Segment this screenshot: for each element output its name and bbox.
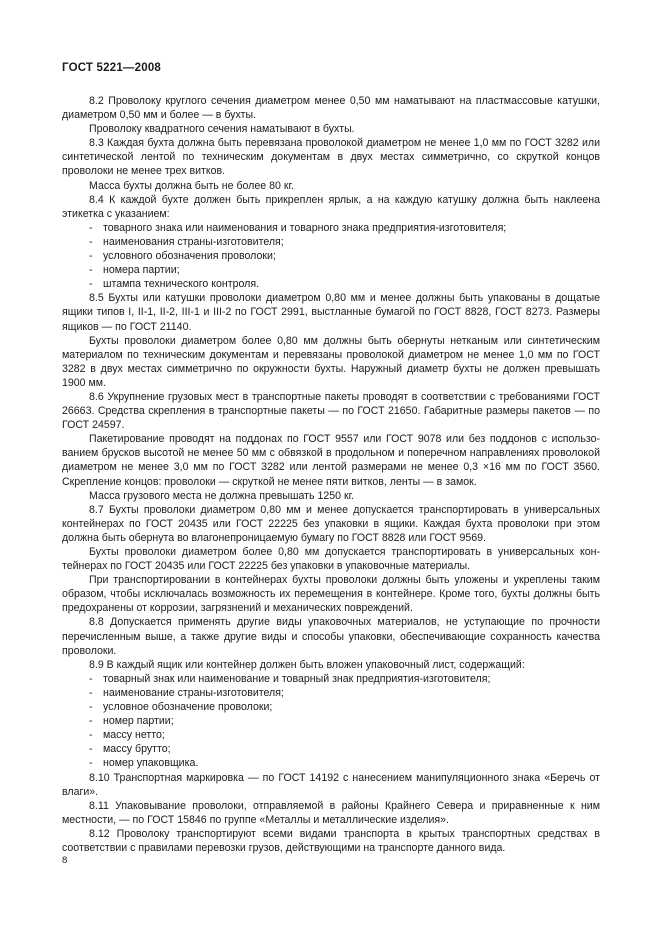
dash-marker-icon: - bbox=[89, 757, 93, 770]
clause-paragraph-8-6: 8.6 Укрупнение грузовых мест в транспортные пакеты проводят в соответствии с требованиями ГОСТ 26663. Средства скрепления в транспортные пакеты — по ГОСТ 21650. Габаритные размеры пакетов — по ГОСТ 24597. bbox=[62, 390, 600, 432]
page-header-standard-number: ГОСТ 5221—2008 bbox=[62, 62, 162, 74]
list-item-label: номер партии; bbox=[103, 715, 174, 728]
dash-marker-icon: - bbox=[89, 278, 93, 291]
dash-marker-icon: - bbox=[89, 221, 93, 234]
clause-paragraph-8-4: 8.4 К каждой бухте должен быть прикреплен ярлык, а на каждую катушку должна быть наклеена этикетка с указанием: bbox=[62, 193, 600, 220]
list-item bbox=[62, 756, 600, 770]
list-item bbox=[62, 235, 600, 249]
list-item bbox=[62, 277, 600, 291]
clause-paragraph-8-6-continuation-a: Пакетирование проводят на поддонах по ГОСТ 9557 или ГОСТ 9078 или без поддонов с использованием брусков высотой не менее 50 мм с обвязкой в продольном и поперечном направлениях проволокой диаметром не менее 3,0 мм по ГОСТ 3282 или лентой размерами не менее 0,3 ×16 мм по ГОСТ 3560. Скрепление концов: проволоки — скруткой не менее пяти витков, ленты — в замок. bbox=[62, 433, 600, 488]
clause-paragraph-8-12: 8.12 Проволоку транспортируют всеми видами транспорта в крытых транспортных средствах в соответствии с правилами перевозки грузов, действующими на транспорте данного вида. bbox=[62, 827, 600, 854]
clause-paragraph-8-7-continuation-b: При транспортировании в контейнерах бухты проволоки должны быть уложены и укреплены таким образом, чтобы исключалась возможность их перемещения в контейнере. Кроме того, бухты должны быть предохранены от коррозии, загрязнений и механических повреждений. bbox=[62, 574, 600, 615]
clause-paragraph-8-7-continuation-a: Бухты проволоки диаметром более 0,80 мм допускается транспортировать в универсальных контейнерах по ГОСТ 20435 или ГОСТ 22225 без упаковки в упаковочные материалы. bbox=[62, 546, 600, 573]
clause-paragraph-8-9: 8.9 В каждый ящик или контейнер должен быть вложен упаковочный лист, содержащий: bbox=[89, 658, 525, 671]
document-body bbox=[62, 94, 600, 855]
clause-paragraph-8-11: 8.11 Упаковывание проволоки, отправляемой в районы Крайнего Севера и приравненные к ним местности, — по ГОСТ 15846 по группе «Металлы и металлические изделия». bbox=[62, 799, 600, 826]
list-item-label: номер упаковщика. bbox=[103, 757, 199, 770]
list-item-label: наименования страны-изготовителя; bbox=[103, 235, 284, 248]
clause-paragraph-8-5: 8.5 Бухты или катушки проволоки диаметром 0,80 мм и менее должны быть упакованы в дощатые ящики типов I, II-1, II-2, III-1 и III-2 по ГОСТ 2991, выстланные бумагой по ГОСТ 8828, ГОСТ 8273. Размеры ящиков — по ГОСТ 21140. bbox=[62, 292, 600, 333]
list-item bbox=[62, 714, 600, 728]
dash-marker-icon: - bbox=[89, 264, 93, 277]
list-item bbox=[62, 263, 600, 277]
dash-marker-icon: - bbox=[89, 743, 93, 756]
clause-paragraph-8-7: 8.7 Бухты проволоки диаметром 0,80 мм и менее допускается транспортировать в универсальных контейнерах по ГОСТ 20435 или ГОСТ 22225 без упаковки в ящики. Каждая бухта проволоки при этом должна быть обернута во влагонепроницаемую бумагу по ГОСТ 8828 или ГОСТ 9569. bbox=[62, 503, 600, 544]
list-item-label: товарный знак или наименование и товарный знак предприятия-изготовителя; bbox=[103, 672, 491, 685]
list-item-label: условного обозначения проволоки; bbox=[103, 250, 276, 263]
clause-8-4-label-contents-list bbox=[62, 221, 600, 291]
list-item-label: условное обозначение проволоки; bbox=[103, 701, 273, 714]
dash-marker-icon: - bbox=[89, 686, 93, 699]
clause-paragraph-8-3: 8.3 Каждая бухта должна быть перевязана проволокой диаметром не менее 1,0 мм по ГОСТ 3282 или синтетической лентой по техническим документам в двух местах симметрично, со скруткой концов проволоки не менее трех витков. bbox=[62, 137, 600, 178]
dash-marker-icon: - bbox=[89, 250, 93, 263]
list-item bbox=[62, 221, 600, 235]
clause-paragraph-8-8: 8.8 Допускается применять другие виды упаковочных материалов, не уступающие по прочности перечисленным выше, а также другие виды и способы упаковки, обеспечивающие сохранность качества проволоки. bbox=[62, 616, 600, 657]
list-item-label: штампа технического контроля. bbox=[103, 278, 260, 291]
page-number: 8 bbox=[62, 855, 68, 866]
clause-paragraph-8-3-continuation: Масса бухты должна быть не более 80 кг. bbox=[89, 179, 294, 192]
dash-marker-icon: - bbox=[89, 701, 93, 714]
list-item bbox=[62, 686, 600, 700]
list-item-label: наименование страны-изготовителя; bbox=[103, 686, 284, 699]
clause-paragraph-8-2-continuation: Проволоку квадратного сечения наматывают в бухты. bbox=[89, 123, 355, 136]
list-item bbox=[62, 742, 600, 756]
list-item bbox=[62, 728, 600, 742]
list-item bbox=[62, 672, 600, 686]
list-item bbox=[62, 249, 600, 263]
list-item bbox=[62, 700, 600, 714]
dash-marker-icon: - bbox=[89, 715, 93, 728]
dash-marker-icon: - bbox=[89, 235, 93, 248]
list-item-label: товарного знака или наименования и товарного знака предприятия-изготовителя; bbox=[103, 221, 507, 234]
list-item-label: массу брутто; bbox=[103, 743, 171, 756]
dash-marker-icon: - bbox=[89, 729, 93, 742]
clause-paragraph-8-10: 8.10 Транспортная маркировка — по ГОСТ 14192 с нанесением манипуляционного знака «Беречь от влаги». bbox=[62, 771, 600, 798]
list-item-label: массу нетто; bbox=[103, 729, 165, 742]
clause-8-9-packing-list-contents bbox=[62, 672, 600, 771]
clause-paragraph-8-2: 8.2 Проволоку круглого сечения диаметром менее 0,50 мм наматывают на пластмассовые катушки, диаметром 0,50 мм и более — в бухты. bbox=[62, 95, 600, 122]
clause-paragraph-8-6-continuation-b: Масса грузового места не должна превышать 1250 кг. bbox=[89, 489, 355, 502]
clause-paragraph-8-5-continuation: Бухты проволоки диаметром более 0,80 мм должны быть обернуты нетканым или синтетическим материалом по техническим документам и перевязаны проволокой диаметром не менее 1,0 мм по ГОСТ 3282 в двух местах симметрично по окружности бухты. Наружный диаметр бухты не должен превышать 1900 мм. bbox=[62, 334, 600, 389]
list-item-label: номера партии; bbox=[103, 264, 180, 277]
dash-marker-icon: - bbox=[89, 672, 93, 685]
